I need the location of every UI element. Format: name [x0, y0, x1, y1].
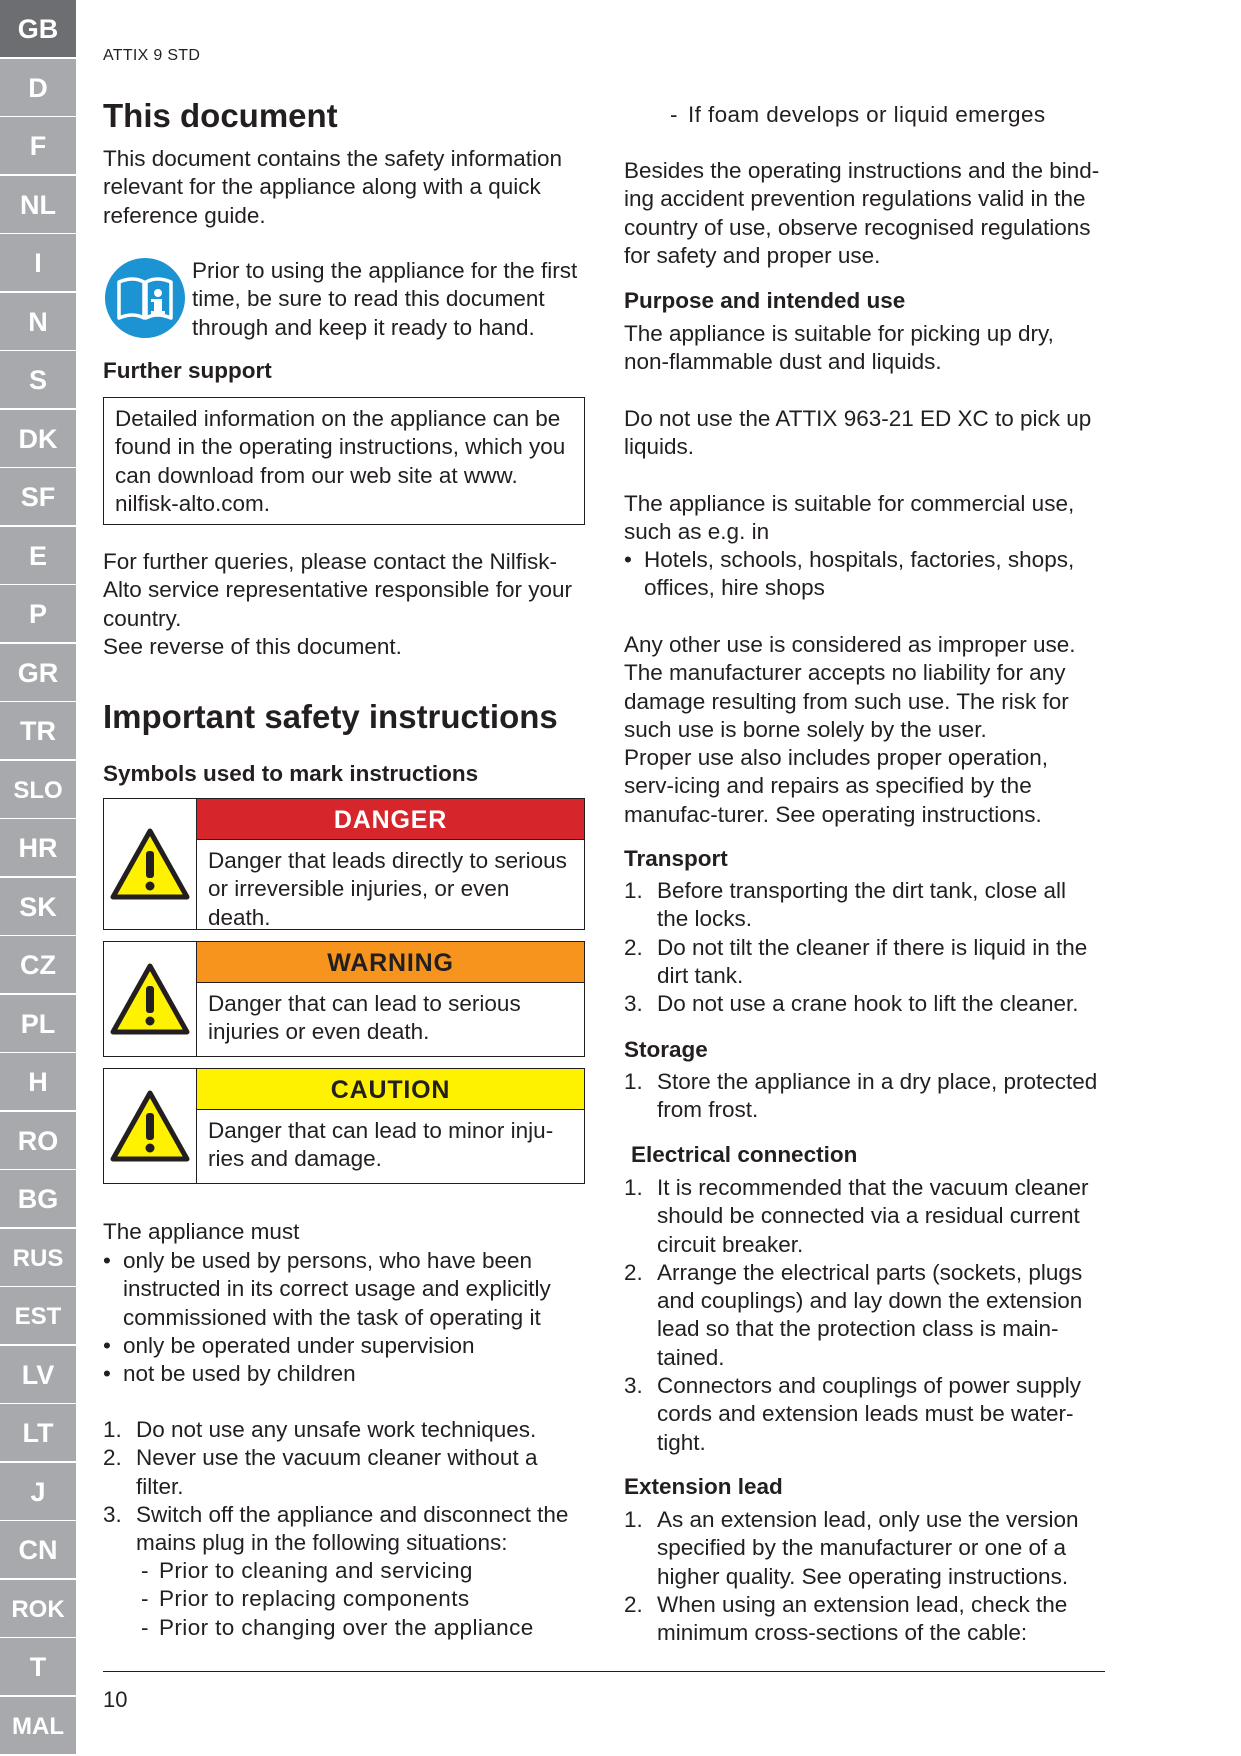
warning-triangle-icon [104, 799, 197, 929]
transport-heading: Transport [624, 846, 728, 871]
electrical-heading: Electrical connection [631, 1142, 858, 1167]
support-info-box: Detailed information on the appliance can be found in the operating instructions, which you can download from our web site at www. nilfisk-alto.com. [103, 397, 585, 525]
language-tab-hr[interactable]: HR [0, 819, 76, 878]
language-tab-gb[interactable]: GB [0, 0, 76, 59]
list-item: 2. Never use the vacuum cleaner without a filter. [103, 1445, 538, 1499]
page-title: This document [103, 97, 338, 134]
language-tab-f[interactable]: F [0, 117, 76, 176]
page-number: 10 [103, 1687, 128, 1712]
danger-text: Danger that leads directly to serious or irreversible injuries, or even death. [208, 848, 567, 930]
safety-numbered-list [103, 1416, 583, 1557]
situations-list [139, 1557, 589, 1642]
list-item: 1. Before transporting the dirt tank, close all the locks. [624, 878, 1066, 932]
language-tab-h[interactable]: H [0, 1053, 76, 1112]
language-tab-i[interactable]: I [0, 234, 76, 293]
language-tab-rus[interactable]: RUS [0, 1229, 76, 1288]
list-item: 3. Do not use a crane hook to lift the cleaner. [624, 991, 1079, 1017]
commercial-list [624, 546, 1102, 603]
warning-triangle-icon [104, 1069, 197, 1183]
language-tab-tr[interactable]: TR [0, 702, 76, 761]
commercial-use-text: The appliance is suitable for commercial use, such as e.g. in [624, 491, 1075, 545]
safety-title: Important safety instructions [103, 698, 558, 735]
warning-notice [103, 941, 585, 1057]
language-tab-s[interactable]: S [0, 351, 76, 410]
caution-text: Danger that can lead to minor inju-ries and damage. [208, 1118, 554, 1172]
document-code: ATTIX 9 STD [103, 47, 201, 64]
further-support-heading: Further support [103, 358, 272, 383]
language-tab-e[interactable]: E [0, 527, 76, 586]
list-item: - Prior to cleaning and servicing [139, 1557, 589, 1585]
warning-text: Danger that can lead to serious injuries or even death. [208, 991, 521, 1045]
list-item: 3. Switch off the appliance and disconnect the mains plug in the following situations: [103, 1501, 569, 1556]
language-tab-j[interactable]: J [0, 1463, 76, 1522]
list-item: 2. When using an extension lead, check the minimum cross-sections of the cable: [624, 1591, 1068, 1646]
purpose-text: The appliance is suitable for picking up dry, non-flammable dust and liquids. [624, 321, 1054, 375]
storage-heading: Storage [624, 1037, 708, 1062]
danger-label: DANGER [197, 799, 584, 840]
footer-rule [103, 1671, 1105, 1672]
language-tab-dk[interactable]: DK [0, 410, 76, 469]
list-item: - If foam develops or liquid emerges [668, 101, 1098, 129]
language-tab-sf[interactable]: SF [0, 468, 76, 527]
read-before-use-note: Prior to using the appliance for the first time, be sure to read this document through and keep it ready to hand. [192, 258, 578, 340]
list-item: 1. Do not use any unsafe work techniques. [103, 1417, 537, 1442]
warning-triangle-icon [104, 942, 197, 1056]
list-item: - Prior to replacing components [139, 1585, 589, 1613]
extension-heading: Extension lead [624, 1474, 783, 1499]
language-tab-lv[interactable]: LV [0, 1346, 76, 1405]
language-tab-cz[interactable]: CZ [0, 936, 76, 995]
language-tab-t[interactable]: T [0, 1638, 76, 1697]
electrical-list [624, 1174, 1102, 1457]
language-tab-cn[interactable]: CN [0, 1521, 76, 1580]
improper-use-text: Any other use is considered as improper use. The manufacturer accepts no liability for any damage resulting from such use. The risk for such use is borne solely by the user. [624, 632, 1076, 742]
language-tab-strip [0, 0, 78, 1755]
language-tab-bg[interactable]: BG [0, 1170, 76, 1229]
must-list [103, 1247, 583, 1388]
language-tab-mal[interactable]: MAL [0, 1697, 76, 1756]
list-item: - Prior to changing over the appliance [139, 1614, 589, 1642]
manual-info-icon [103, 256, 187, 345]
transport-list [624, 877, 1102, 1018]
intro-text: This document contains the safety information relevant for the appliance along with a quick reference guide. [103, 146, 562, 228]
list-item: • Hotels, schools, hospitals, factories, shops, offices, hire shops [624, 546, 1102, 603]
list-item: • only be used by persons, who have been instructed in its correct usage and explicitly commissioned with the task of operating it [103, 1247, 583, 1332]
language-tab-ro[interactable]: RO [0, 1112, 76, 1171]
besides-text: Besides the operating instructions and the bind-ing accident prevention regulations valid in the country of use, observe recognised regulations for safety and proper use. [624, 158, 1100, 268]
list-item: • only be operated under supervision [103, 1332, 583, 1360]
language-tab-p[interactable]: P [0, 585, 76, 644]
list-item: 2. Do not tilt the cleaner if there is liquid in the dirt tank. [624, 934, 1088, 988]
foam-list [668, 101, 1098, 129]
list-item: 1. It is recommended that the vacuum cleaner should be connected via a residual current circuit breaker. [624, 1175, 1089, 1257]
list-item: 3. Connectors and couplings of power supply cords and extension leads must be water-tight. [624, 1373, 1082, 1455]
language-tab-pl[interactable]: PL [0, 995, 76, 1054]
extension-list [624, 1506, 1102, 1647]
caution-label: CAUTION [197, 1069, 584, 1110]
appliance-must-text: The appliance must [103, 1219, 300, 1244]
further-queries-text: For further queries, please contact the Nilfisk-Alto service representative responsible for your country. [103, 549, 572, 631]
symbols-heading: Symbols used to mark instructions [103, 761, 479, 786]
storage-list [624, 1068, 1102, 1125]
list-item: 1. Store the appliance in a dry place, protected from frost. [624, 1069, 1098, 1123]
proper-use-text: Proper use also includes proper operation, serv-icing and repairs as specified by the manufac-turer. See operating instructions. [624, 745, 1049, 827]
not-liquids-text: Do not use the ATTIX 963-21 ED XC to pick up liquids. [624, 406, 1092, 460]
language-tab-sk[interactable]: SK [0, 878, 76, 937]
list-item: 2. Arrange the electrical parts (sockets, plugs and couplings) and lay down the extension lead so that the protection class is main-tained. [624, 1259, 1083, 1370]
language-tab-est[interactable]: EST [0, 1287, 76, 1346]
language-tab-d[interactable]: D [0, 59, 76, 118]
warning-label: WARNING [197, 942, 584, 983]
language-tab-rok[interactable]: ROK [0, 1580, 76, 1639]
caution-notice [103, 1068, 585, 1184]
language-tab-gr[interactable]: GR [0, 644, 76, 703]
see-reverse-text: See reverse of this document. [103, 634, 402, 659]
list-item: • not be used by children [103, 1360, 583, 1388]
list-item: 1. As an extension lead, only use the version specified by the manufacturer or one of a higher quality. See operating instructions. [624, 1507, 1079, 1589]
language-tab-n[interactable]: N [0, 293, 76, 352]
danger-notice [103, 798, 585, 930]
purpose-heading: Purpose and intended use [624, 288, 906, 313]
language-tab-nl[interactable]: NL [0, 176, 76, 235]
language-tab-slo[interactable]: SLO [0, 761, 76, 820]
language-tab-lt[interactable]: LT [0, 1404, 76, 1463]
